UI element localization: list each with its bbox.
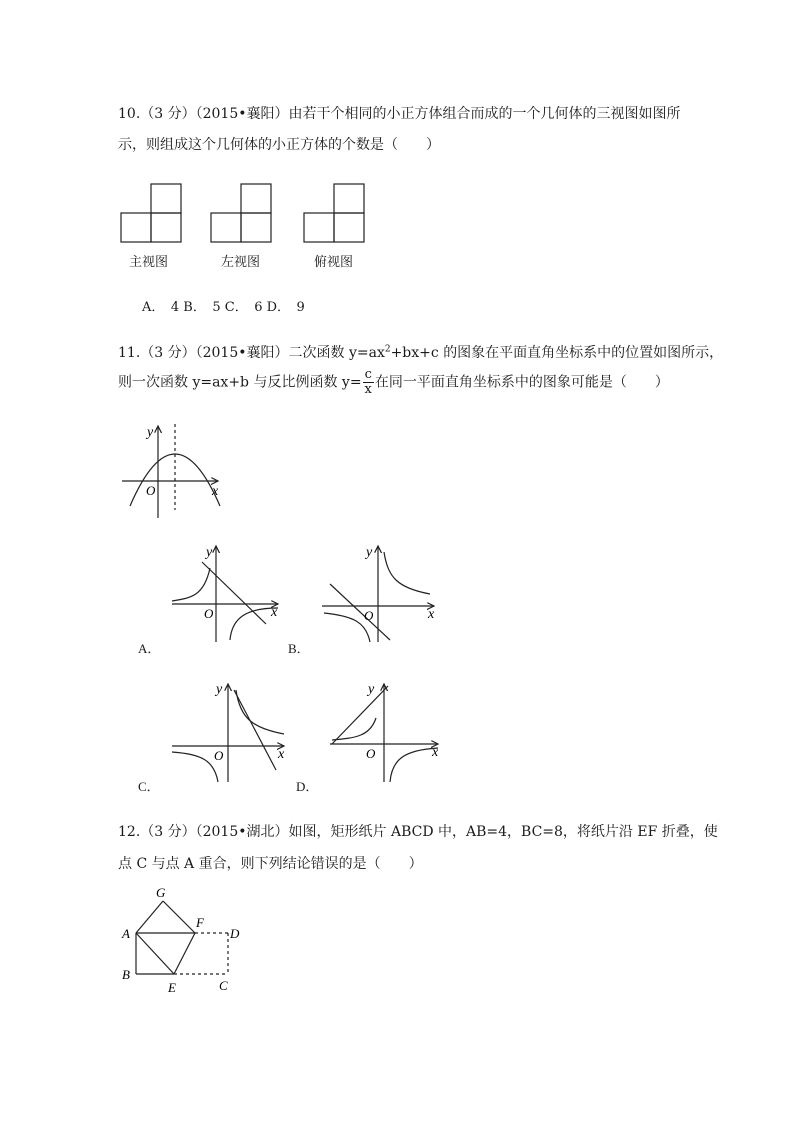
point-f: F xyxy=(196,915,204,930)
q11-option-d-label: D． xyxy=(296,779,319,794)
q10-top-view xyxy=(303,183,367,245)
q11-option-a-label: A． xyxy=(138,641,161,656)
y-label: y xyxy=(147,425,154,440)
svg-text:O: O xyxy=(364,608,374,623)
point-g: G xyxy=(156,885,166,900)
svg-text:O: O xyxy=(214,748,224,763)
q11-line2-part-b: 在同一平面直角坐标系中的图象可能是（ ） xyxy=(374,374,669,391)
x-label: x xyxy=(212,484,219,499)
q11-option-b-graph xyxy=(318,538,442,646)
point-e: E xyxy=(168,980,176,995)
svg-text:O: O xyxy=(366,746,376,761)
q12-text-line2: 点 C 与点 A 重合，则下列结论错误的是（ ） xyxy=(118,856,423,872)
svg-text:y: y xyxy=(368,682,375,697)
q10-choices: A． 4 B． 5 C． 6 D． 9 xyxy=(142,300,305,315)
q10-view-label-front: 主视图 xyxy=(129,255,169,270)
q10-view-label-left: 左视图 xyxy=(221,255,261,270)
svg-text:y: y xyxy=(216,682,223,697)
origin-label: O xyxy=(146,483,156,498)
q11-line1-exponent: 2 xyxy=(384,344,391,355)
q11-fraction-numerator: c xyxy=(364,367,372,382)
q11-fraction xyxy=(363,368,374,397)
q12-rectangle-fold-figure xyxy=(118,885,258,1000)
q11-line1-part-a: 11.（3 分）（2015•襄阳）二次函数 y=ax xyxy=(118,345,385,361)
q10-text-line1: 10.（3 分）（2015•襄阳）由若干个相同的小正方体组合而成的一个几何体的三视图如图所 xyxy=(118,106,681,122)
svg-text:O: O xyxy=(204,606,214,621)
svg-text:y: y xyxy=(206,545,213,560)
svg-text:x: x xyxy=(428,607,435,622)
point-c: C xyxy=(219,978,228,993)
svg-text:x: x xyxy=(278,747,285,762)
q11-option-c-label: C． xyxy=(138,779,160,794)
q11-line2-part-a: 则一次函数 y=ax+b 与反比例函数 y= xyxy=(118,374,362,391)
q11-text-line1 xyxy=(118,342,723,362)
q11-line1-part-b: +bx+c 的图象在平面直角坐标系中的位置如图所示， xyxy=(390,345,724,361)
svg-text:x: x xyxy=(432,745,439,760)
q11-fraction-denominator: x xyxy=(364,382,372,397)
q11-parabola-graph xyxy=(118,418,228,523)
q10-front-view xyxy=(120,183,184,245)
q10-left-view xyxy=(210,183,274,245)
q12-text-line1: 12.（3 分）（2015•湖北）如图，矩形纸片 ABCD 中，AB=4，BC=8，将纸片沿 EF 折叠，使 xyxy=(118,824,718,840)
q11-option-c-graph xyxy=(166,678,290,784)
svg-text:y: y xyxy=(366,545,373,560)
q10-view-label-top: 俯视图 xyxy=(314,255,354,270)
q11-text-line2 xyxy=(118,368,669,397)
q11-option-b-label: B． xyxy=(288,641,310,656)
point-d: D xyxy=(230,926,240,941)
point-b: B xyxy=(122,967,130,982)
q11-option-a-graph xyxy=(166,538,286,646)
point-a: A xyxy=(122,926,130,941)
q10-text-line2: 示，则组成这个几何体的小正方体的个数是（ ） xyxy=(118,137,440,153)
q11-option-d-graph xyxy=(326,678,444,784)
svg-text:x: x xyxy=(271,605,278,620)
